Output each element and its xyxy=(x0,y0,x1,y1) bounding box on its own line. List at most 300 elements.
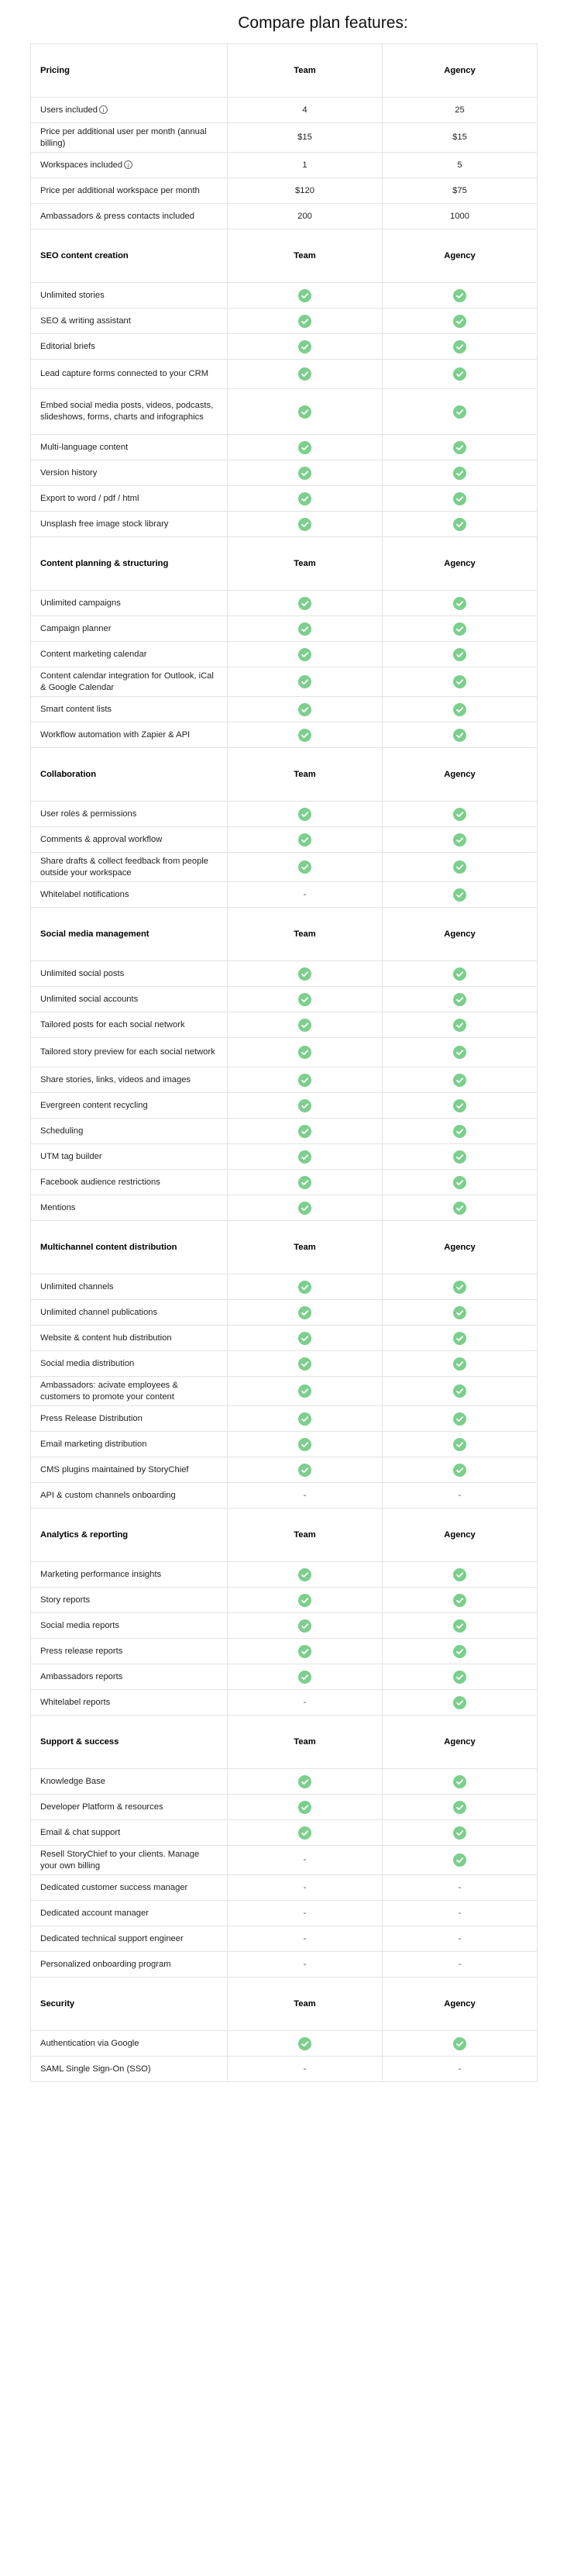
agency-value-cell xyxy=(383,1562,538,1588)
check-icon xyxy=(298,1074,311,1087)
feature-row xyxy=(31,1690,538,1716)
feature-row xyxy=(31,435,538,460)
agency-value-cell xyxy=(383,1093,538,1119)
team-value-cell xyxy=(228,460,383,486)
feature-label-cell xyxy=(31,1639,228,1664)
feature-label-cell xyxy=(31,1664,228,1690)
feature-label-cell xyxy=(31,460,228,486)
agency-value-cell xyxy=(383,616,538,642)
check-icon xyxy=(298,597,311,610)
feature-label: SAML Single Sign-On (SSO) xyxy=(40,2064,151,2074)
team-value-cell xyxy=(228,697,383,722)
agency-value: $15 xyxy=(452,133,467,142)
feature-row xyxy=(31,1195,538,1221)
check-icon xyxy=(298,622,311,636)
feature-label-cell xyxy=(31,123,228,153)
feature-row xyxy=(31,882,538,908)
team-value-cell xyxy=(228,1901,383,1926)
not-included-dash: - xyxy=(303,1855,307,1864)
feature-label: Whitelabel notifications xyxy=(40,889,129,899)
feature-label-cell xyxy=(31,827,228,853)
feature-label: Tailored story preview for each social network xyxy=(40,1047,215,1057)
team-value-cell xyxy=(228,1195,383,1221)
comparison-table xyxy=(30,43,538,2082)
feature-label-cell xyxy=(31,1093,228,1119)
check-icon xyxy=(453,1332,466,1345)
section-header-multichannel-content-distribution xyxy=(31,1221,538,1274)
team-value-cell xyxy=(228,1875,383,1901)
section-title: Support & success xyxy=(31,1716,228,1769)
feature-label: Dedicated customer success manager xyxy=(40,1882,188,1892)
feature-row xyxy=(31,98,538,123)
team-value-cell xyxy=(228,961,383,987)
not-included-dash: - xyxy=(303,1490,307,1500)
feature-row xyxy=(31,853,538,882)
feature-label-cell xyxy=(31,389,228,435)
agency-value-cell xyxy=(383,1795,538,1820)
agency-value-cell xyxy=(383,802,538,827)
team-value: $15 xyxy=(297,133,312,142)
agency-value-cell xyxy=(383,512,538,537)
check-icon xyxy=(298,2037,311,2050)
feature-label-cell xyxy=(31,1012,228,1038)
check-icon xyxy=(298,860,311,874)
agency-value-cell xyxy=(383,1119,538,1144)
team-value-cell xyxy=(228,591,383,616)
feature-row xyxy=(31,1846,538,1875)
check-icon xyxy=(453,993,466,1006)
check-icon xyxy=(453,1074,466,1087)
check-icon xyxy=(453,1671,466,1684)
team-value-cell xyxy=(228,204,383,229)
check-icon xyxy=(298,405,311,419)
feature-label: Personalized onboarding program xyxy=(40,1959,171,1969)
feature-row xyxy=(31,802,538,827)
section-header-social-media-management xyxy=(31,908,538,961)
check-icon xyxy=(298,1775,311,1788)
not-included-dash: - xyxy=(303,1697,307,1707)
feature-label-cell xyxy=(31,1875,228,1901)
check-icon xyxy=(453,1046,466,1059)
agency-value-cell xyxy=(383,853,538,882)
check-icon xyxy=(453,648,466,661)
agency-column-header: Agency xyxy=(383,908,538,961)
feature-label: Unlimited channels xyxy=(40,1281,114,1291)
feature-label: SEO & writing assistant xyxy=(40,316,131,326)
feature-label-cell xyxy=(31,667,228,697)
check-icon xyxy=(453,492,466,505)
agency-value-cell xyxy=(383,1351,538,1377)
agency-value-cell xyxy=(383,1901,538,1926)
team-column-header: Team xyxy=(228,1978,383,2031)
feature-label-cell xyxy=(31,1846,228,1875)
check-icon xyxy=(298,1464,311,1477)
team-value-cell xyxy=(228,722,383,748)
check-icon xyxy=(453,622,466,636)
team-column-header: Team xyxy=(228,537,383,591)
check-icon xyxy=(453,1125,466,1138)
feature-row xyxy=(31,1377,538,1406)
check-icon xyxy=(298,441,311,454)
check-icon xyxy=(298,1306,311,1319)
check-icon xyxy=(298,315,311,328)
feature-label-cell xyxy=(31,153,228,178)
check-icon xyxy=(453,860,466,874)
check-icon xyxy=(453,405,466,419)
not-included-dash: - xyxy=(303,1908,307,1918)
agency-value-cell xyxy=(383,204,538,229)
section-header-content-planning-structuring xyxy=(31,537,538,591)
check-icon xyxy=(298,1332,311,1345)
feature-label-cell xyxy=(31,1300,228,1326)
feature-label: Workflow automation with Zapier & API xyxy=(40,729,191,740)
feature-label-cell xyxy=(31,1377,228,1406)
check-icon xyxy=(453,1826,466,1840)
team-column-header: Team xyxy=(228,908,383,961)
feature-row xyxy=(31,1795,538,1820)
agency-value-cell xyxy=(383,667,538,697)
agency-value-cell xyxy=(383,722,538,748)
check-icon xyxy=(298,1125,311,1138)
feature-row xyxy=(31,123,538,153)
feature-label-cell xyxy=(31,1588,228,1613)
feature-row xyxy=(31,642,538,667)
check-icon xyxy=(298,1150,311,1164)
not-included-dash: - xyxy=(458,1882,462,1892)
check-icon xyxy=(298,1385,311,1398)
team-value-cell xyxy=(228,987,383,1012)
agency-value: 1000 xyxy=(450,211,469,221)
feature-label: Unlimited stories xyxy=(40,290,105,300)
agency-value-cell xyxy=(383,1769,538,1795)
team-value-cell xyxy=(228,667,383,697)
feature-row xyxy=(31,360,538,389)
feature-label: Email marketing distribution xyxy=(40,1439,147,1449)
check-icon xyxy=(298,808,311,821)
agency-value: 25 xyxy=(455,105,465,115)
feature-label-cell xyxy=(31,853,228,882)
feature-label-cell xyxy=(31,1820,228,1846)
feature-label: Dedicated technical support engineer xyxy=(40,1933,184,1943)
feature-row xyxy=(31,1926,538,1952)
team-value-cell xyxy=(228,1274,383,1300)
feature-label: Mentions xyxy=(40,1202,76,1212)
check-icon xyxy=(298,1412,311,1426)
agency-value-cell xyxy=(383,961,538,987)
feature-label-cell xyxy=(31,1351,228,1377)
team-value-cell xyxy=(228,1351,383,1377)
agency-value-cell xyxy=(383,123,538,153)
not-included-dash: - xyxy=(303,1933,307,1943)
feature-label: Social media reports xyxy=(40,1620,119,1630)
feature-label-cell xyxy=(31,1795,228,1820)
check-icon xyxy=(453,1696,466,1709)
check-icon xyxy=(453,441,466,454)
feature-row xyxy=(31,1639,538,1664)
team-value-cell xyxy=(228,1067,383,1093)
team-column-header: Team xyxy=(228,748,383,802)
team-value-cell xyxy=(228,642,383,667)
feature-label-cell xyxy=(31,1170,228,1195)
check-icon xyxy=(298,492,311,505)
team-value-cell xyxy=(228,1093,383,1119)
check-icon xyxy=(453,1619,466,1633)
team-column-header: Team xyxy=(228,1509,383,1562)
agency-value-cell xyxy=(383,1639,538,1664)
feature-label-cell xyxy=(31,961,228,987)
feature-row xyxy=(31,591,538,616)
feature-row xyxy=(31,178,538,204)
feature-label-cell xyxy=(31,283,228,309)
check-icon xyxy=(453,1357,466,1371)
agency-value-cell xyxy=(383,1144,538,1170)
feature-label: Share stories, links, videos and images xyxy=(40,1074,191,1085)
team-value-cell xyxy=(228,2031,383,2057)
feature-label: Ambassadors & press contacts included xyxy=(40,211,194,221)
feature-label: Ambassadors reports xyxy=(40,1671,123,1681)
agency-value-cell xyxy=(383,460,538,486)
not-included-dash: - xyxy=(303,1882,307,1892)
check-icon xyxy=(298,1645,311,1658)
agency-value-cell xyxy=(383,1926,538,1952)
feature-label: Resell StoryChief to your clients. Manage your own billing xyxy=(40,1849,200,1871)
check-icon xyxy=(453,1568,466,1581)
feature-label: Website & content hub distribution xyxy=(40,1333,172,1343)
check-icon xyxy=(453,518,466,531)
check-icon xyxy=(453,729,466,742)
team-value-cell xyxy=(228,389,383,435)
section-header-pricing xyxy=(31,44,538,98)
feature-row xyxy=(31,1820,538,1846)
agency-value-cell xyxy=(383,486,538,512)
check-icon xyxy=(298,340,311,353)
page-title: Compare plan features: xyxy=(238,14,408,32)
check-icon xyxy=(453,675,466,688)
feature-label-cell xyxy=(31,178,228,204)
feature-row xyxy=(31,1562,538,1588)
team-value-cell xyxy=(228,1300,383,1326)
check-icon xyxy=(453,1150,466,1164)
check-icon xyxy=(453,289,466,302)
team-value-cell xyxy=(228,1639,383,1664)
team-value: 4 xyxy=(302,105,308,115)
check-icon xyxy=(298,467,311,480)
feature-label-cell xyxy=(31,882,228,908)
feature-row xyxy=(31,2057,538,2082)
agency-value-cell xyxy=(383,1664,538,1690)
check-icon xyxy=(453,1645,466,1658)
team-value-cell xyxy=(228,1406,383,1432)
check-icon xyxy=(298,1826,311,1840)
check-icon xyxy=(298,1202,311,1215)
feature-label: Unlimited campaigns xyxy=(40,598,121,608)
agency-value-cell xyxy=(383,642,538,667)
feature-row xyxy=(31,1952,538,1978)
feature-row xyxy=(31,1875,538,1901)
check-icon xyxy=(298,1801,311,1814)
feature-label: User roles & permissions xyxy=(40,809,137,819)
feature-label: Campaign planner xyxy=(40,623,112,633)
team-value-cell xyxy=(228,1012,383,1038)
feature-label: Social media distribution xyxy=(40,1358,135,1368)
feature-label-cell xyxy=(31,98,228,123)
team-value-cell xyxy=(228,309,383,334)
feature-label: Facebook audience restrictions xyxy=(40,1177,160,1187)
agency-value-cell xyxy=(383,1377,538,1406)
feature-row xyxy=(31,1326,538,1351)
feature-row xyxy=(31,486,538,512)
feature-row xyxy=(31,1769,538,1795)
agency-value-cell xyxy=(383,987,538,1012)
agency-value-cell xyxy=(383,1038,538,1067)
feature-label-cell xyxy=(31,1274,228,1300)
feature-label: Knowledge Base xyxy=(40,1776,105,1786)
feature-row xyxy=(31,697,538,722)
info-icon[interactable]: i xyxy=(124,160,132,169)
feature-label: API & custom channels onboarding xyxy=(40,1490,176,1500)
team-value-cell xyxy=(228,827,383,853)
agency-value-cell xyxy=(383,827,538,853)
feature-label: Price per additional user per month (annual billing) xyxy=(40,126,207,148)
feature-label-cell xyxy=(31,1926,228,1952)
agency-value-cell xyxy=(383,1300,538,1326)
check-icon xyxy=(298,703,311,716)
agency-value-cell xyxy=(383,1483,538,1509)
check-icon xyxy=(298,1281,311,1294)
check-icon xyxy=(453,1202,466,1215)
section-header-analytics-reporting xyxy=(31,1509,538,1562)
feature-row xyxy=(31,1432,538,1457)
section-title: Analytics & reporting xyxy=(31,1509,228,1562)
check-icon xyxy=(453,1854,466,1867)
agency-value-cell xyxy=(383,334,538,360)
check-icon xyxy=(298,367,311,381)
agency-value-cell xyxy=(383,2031,538,2057)
feature-label: Content calendar integration for Outlook, iCal & Google Calendar xyxy=(40,671,214,692)
agency-value-cell xyxy=(383,360,538,389)
feature-row xyxy=(31,1901,538,1926)
feature-row xyxy=(31,1170,538,1195)
feature-label-cell xyxy=(31,591,228,616)
check-icon xyxy=(298,675,311,688)
team-value-cell xyxy=(228,1170,383,1195)
feature-row xyxy=(31,460,538,486)
comparison-table-body xyxy=(31,44,538,2082)
check-icon xyxy=(453,1775,466,1788)
feature-label: Developer Platform & resources xyxy=(40,1802,163,1812)
team-value-cell xyxy=(228,1562,383,1588)
feature-label: Ambassadors: acivate employees & customers to promote your content xyxy=(40,1380,178,1402)
feature-row xyxy=(31,309,538,334)
team-value-cell xyxy=(228,1144,383,1170)
check-icon xyxy=(453,1801,466,1814)
feature-label-cell xyxy=(31,512,228,537)
feature-label-cell xyxy=(31,2057,228,2082)
section-title: Multichannel content distribution xyxy=(31,1221,228,1274)
info-icon[interactable]: i xyxy=(99,105,108,114)
feature-row xyxy=(31,204,538,229)
feature-label-cell xyxy=(31,697,228,722)
feature-label: Lead capture forms connected to your CRM xyxy=(40,369,209,378)
feature-label-cell xyxy=(31,1952,228,1978)
agency-column-header: Agency xyxy=(383,229,538,283)
not-included-dash: - xyxy=(303,1959,307,1969)
team-value-cell xyxy=(228,1769,383,1795)
feature-row xyxy=(31,334,538,360)
not-included-dash: - xyxy=(458,2064,462,2074)
feature-label-cell xyxy=(31,1432,228,1457)
feature-label: Editorial briefs xyxy=(40,341,95,351)
feature-label: Unlimited social posts xyxy=(40,968,125,978)
agency-value-cell xyxy=(383,1846,538,1875)
check-icon xyxy=(298,1357,311,1371)
check-icon xyxy=(298,1568,311,1581)
check-icon xyxy=(453,1385,466,1398)
agency-column-header: Agency xyxy=(383,1978,538,2031)
feature-label: Marketing performance insights xyxy=(40,1569,162,1579)
team-value-cell xyxy=(228,1326,383,1351)
feature-label: Share drafts & collect feedback from people outside your workspace xyxy=(40,856,209,878)
feature-row xyxy=(31,1012,538,1038)
feature-row xyxy=(31,667,538,697)
agency-value-cell xyxy=(383,882,538,908)
team-column-header: Team xyxy=(228,229,383,283)
feature-label-cell xyxy=(31,1406,228,1432)
agency-value-cell xyxy=(383,697,538,722)
comparison-table-wrap xyxy=(30,43,537,2082)
agency-value-cell xyxy=(383,1820,538,1846)
check-icon xyxy=(453,597,466,610)
team-value-cell xyxy=(228,1952,383,1978)
check-icon xyxy=(453,2037,466,2050)
feature-row xyxy=(31,1067,538,1093)
team-value-cell xyxy=(228,1377,383,1406)
feature-label-cell xyxy=(31,1067,228,1093)
team-value-cell xyxy=(228,853,383,882)
team-value-cell xyxy=(228,1483,383,1509)
check-icon xyxy=(453,1281,466,1294)
team-value: 1 xyxy=(302,160,308,170)
check-icon xyxy=(298,1619,311,1633)
feature-row xyxy=(31,283,538,309)
agency-column-header: Agency xyxy=(383,1221,538,1274)
section-header-support-success xyxy=(31,1716,538,1769)
check-icon xyxy=(453,1019,466,1032)
feature-label: Scheduling xyxy=(40,1126,84,1136)
check-icon xyxy=(298,1594,311,1607)
feature-label: Users included xyxy=(40,105,98,115)
agency-value-cell xyxy=(383,1406,538,1432)
feature-label: Press Release Distribution xyxy=(40,1413,143,1423)
section-header-security xyxy=(31,1978,538,2031)
feature-row xyxy=(31,722,538,748)
agency-column-header: Agency xyxy=(383,748,538,802)
feature-label: Press release reports xyxy=(40,1646,123,1656)
feature-row xyxy=(31,1144,538,1170)
check-icon xyxy=(453,315,466,328)
section-title: Social media management xyxy=(31,908,228,961)
feature-label: Email & chat support xyxy=(40,1827,121,1837)
feature-label: Unlimited channel publications xyxy=(40,1307,158,1317)
team-value-cell xyxy=(228,1795,383,1820)
feature-label-cell xyxy=(31,1690,228,1716)
feature-label: Whitelabel reports xyxy=(40,1697,111,1707)
feature-label-cell xyxy=(31,1769,228,1795)
not-included-dash: - xyxy=(303,889,307,899)
feature-label-cell xyxy=(31,1901,228,1926)
feature-label: Dedicated account manager xyxy=(40,1908,149,1918)
feature-label: Unsplash free image stock library xyxy=(40,519,169,529)
